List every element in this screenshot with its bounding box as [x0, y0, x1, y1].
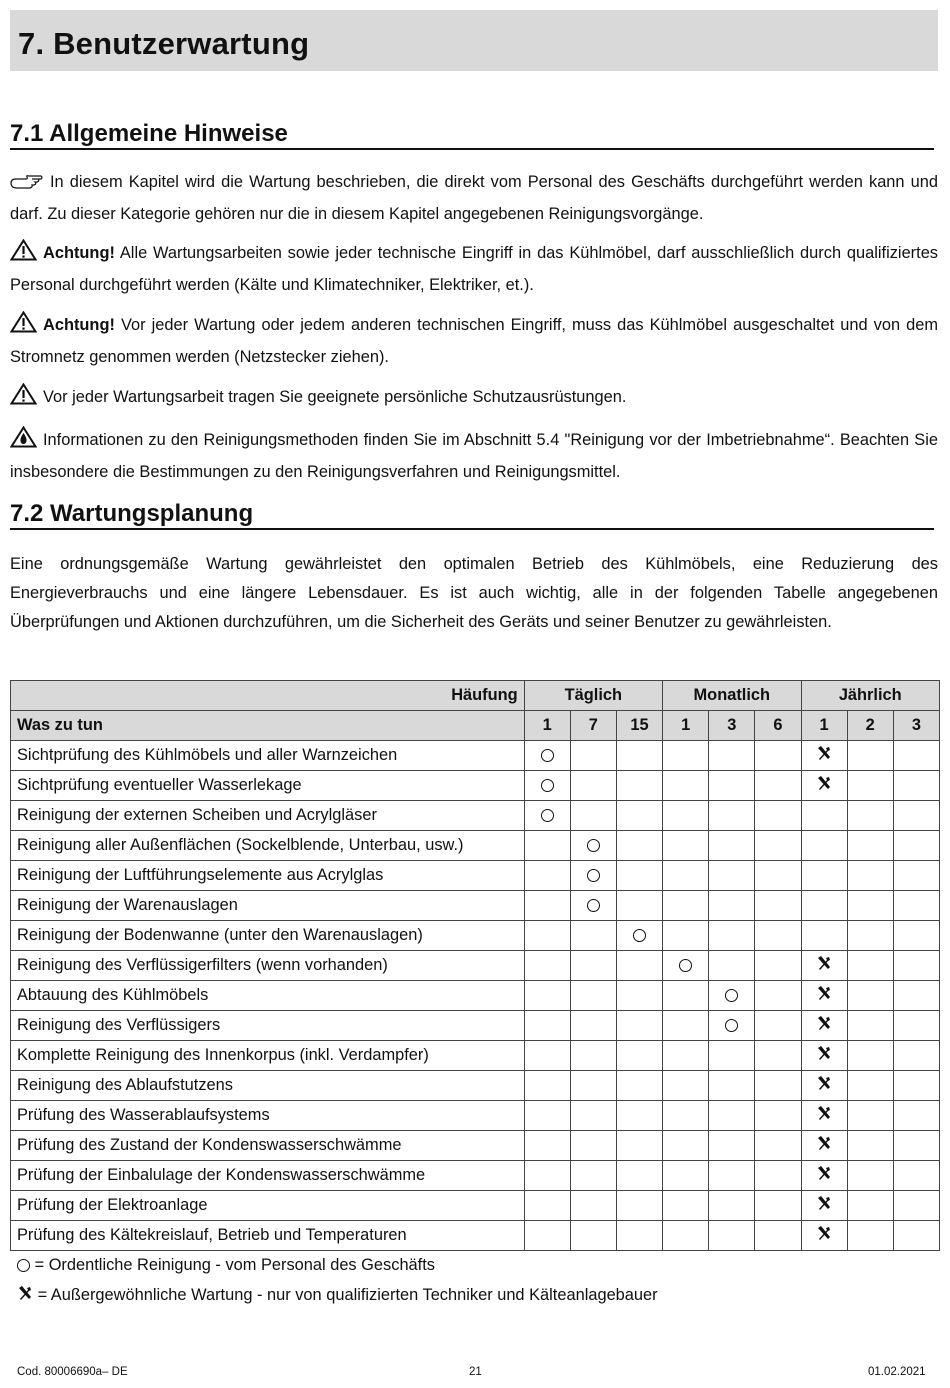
- table-row: [11, 891, 940, 921]
- schedule-cell: [709, 771, 755, 801]
- schedule-cell: [709, 981, 755, 1011]
- schedule-cell: [524, 1011, 570, 1041]
- schedule-cell: [755, 1221, 801, 1251]
- table-row: [11, 1191, 940, 1221]
- schedule-cell: [893, 831, 939, 861]
- interval-header: 3: [709, 711, 755, 741]
- schedule-cell: [893, 1071, 939, 1101]
- tools-icon: [816, 1105, 832, 1126]
- schedule-cell: [570, 831, 616, 861]
- schedule-cell: [709, 1191, 755, 1221]
- schedule-cell: [709, 921, 755, 951]
- schedule-cell: [709, 1131, 755, 1161]
- legend-extraordinary: [17, 1285, 658, 1306]
- schedule-cell: [847, 861, 893, 891]
- maintenance-table: [10, 680, 940, 1251]
- schedule-cell: [893, 921, 939, 951]
- note-paragraph: [10, 168, 938, 229]
- task-cell: Prüfung der Elektroanlage: [11, 1191, 525, 1221]
- note-text: Vor jeder Wartungsarbeit tragen Sie geeignete persönliche Schutzausrüstungen.: [43, 388, 627, 406]
- schedule-cell: [616, 981, 662, 1011]
- task-cell: Reinigung der externen Scheiben und Acrylgläser: [11, 801, 525, 831]
- interval-header: 1: [663, 711, 709, 741]
- warning-triangle-icon: [10, 311, 37, 343]
- note-text: Informationen zu den Reinigungsmethoden finden Sie im Abschnitt 5.4 "Reinigung vor der Imbetriebnahme“. Beachten Sie insbesondere die Bestimmungen zu den Reinigungsverfahren und Reinigungsmittel.: [10, 431, 938, 481]
- task-cell: Prüfung des Wasserablaufsystems: [11, 1101, 525, 1131]
- note-text: Vor jeder Wartung oder jedem anderen technischen Eingriff, muss das Kühlmöbel ausgeschaltet und von dem Stromnetz genommen werden (Netzstecker ziehen).: [10, 316, 938, 366]
- schedule-cell: [524, 1191, 570, 1221]
- schedule-cell: [755, 831, 801, 861]
- chapter-header: [10, 10, 938, 71]
- group-header: Monatlich: [663, 681, 801, 711]
- schedule-cell: [570, 801, 616, 831]
- table-row: [11, 1041, 940, 1071]
- schedule-cell: [893, 1221, 939, 1251]
- schedule-cell: [570, 1161, 616, 1191]
- tools-icon: [816, 985, 832, 1006]
- task-cell: Reinigung der Warenauslagen: [11, 891, 525, 921]
- schedule-cell: [524, 1221, 570, 1251]
- schedule-cell: [755, 741, 801, 771]
- warning-triangle-icon: [10, 383, 37, 415]
- note-text: Alle Wartungsarbeiten sowie jeder technische Eingriff in das Kühlmöbel, darf ausschließlich durch qualifiziertes Personal durchgeführt werden (Kälte und Klimatechniker, Elektriker, et.).: [10, 244, 939, 294]
- schedule-cell: [616, 1011, 662, 1041]
- schedule-cell: [801, 771, 847, 801]
- task-cell: Reinigung des Verflüssigers: [11, 1011, 525, 1041]
- schedule-cell: [893, 1131, 939, 1161]
- schedule-cell: [893, 1041, 939, 1071]
- table-row: [11, 741, 940, 771]
- schedule-cell: [755, 1161, 801, 1191]
- schedule-cell: [755, 1011, 801, 1041]
- schedule-cell: [709, 1071, 755, 1101]
- schedule-cell: [663, 1011, 709, 1041]
- schedule-cell: [570, 921, 616, 951]
- schedule-cell: [755, 861, 801, 891]
- section-heading-general: [10, 120, 934, 150]
- schedule-cell: [801, 1011, 847, 1041]
- task-header: Was zu tun: [11, 711, 525, 741]
- schedule-cell: [709, 1041, 755, 1071]
- schedule-cell: [570, 1041, 616, 1071]
- schedule-cell: [893, 771, 939, 801]
- section-title: 7.1 Allgemeine Hinweise: [10, 120, 288, 147]
- interval-header: 15: [616, 711, 662, 741]
- schedule-cell: [847, 771, 893, 801]
- group-header: Jährlich: [801, 681, 940, 711]
- table-row: [11, 921, 940, 951]
- schedule-cell: [893, 801, 939, 831]
- schedule-cell: [893, 741, 939, 771]
- schedule-cell: [524, 1131, 570, 1161]
- circle-icon: [587, 839, 600, 852]
- schedule-cell: [893, 861, 939, 891]
- schedule-cell: [755, 951, 801, 981]
- schedule-cell: [524, 771, 570, 801]
- note-paragraph: [10, 383, 938, 415]
- task-cell: Sichtprüfung des Kühlmöbels und aller Warnzeichen: [11, 741, 525, 771]
- schedule-cell: [524, 1161, 570, 1191]
- table-row: [11, 951, 940, 981]
- schedule-cell: [616, 1041, 662, 1071]
- schedule-cell: [709, 801, 755, 831]
- schedule-cell: [801, 1041, 847, 1071]
- schedule-cell: [755, 921, 801, 951]
- schedule-cell: [524, 831, 570, 861]
- circle-icon: [541, 749, 554, 762]
- circle-icon: [587, 899, 600, 912]
- task-cell: Prüfung der Einbalulage der Kondenswasserschwämme: [11, 1161, 525, 1191]
- schedule-cell: [524, 1101, 570, 1131]
- group-header: Täglich: [524, 681, 662, 711]
- tools-icon: [816, 745, 832, 766]
- schedule-cell: [616, 741, 662, 771]
- schedule-cell: [847, 1011, 893, 1041]
- table-row: [11, 1131, 940, 1161]
- schedule-cell: [709, 861, 755, 891]
- table-row: [11, 831, 940, 861]
- note-text: In diesem Kapitel wird die Wartung beschrieben, die direkt vom Personal des Geschäfts durchgeführt werden kann und darf. Zu dieser Kategorie gehören nur die in diesem Kapitel angegebenen Reinigungsvorgänge.: [10, 173, 938, 223]
- table-row: [11, 771, 940, 801]
- circle-icon: [587, 869, 600, 882]
- schedule-cell: [616, 831, 662, 861]
- schedule-cell: [801, 1071, 847, 1101]
- task-cell: Sichtprüfung eventueller Wasserlekage: [11, 771, 525, 801]
- schedule-cell: [847, 1191, 893, 1221]
- schedule-cell: [709, 741, 755, 771]
- schedule-cell: [847, 1041, 893, 1071]
- schedule-cell: [524, 801, 570, 831]
- schedule-cell: [570, 741, 616, 771]
- schedule-cell: [709, 831, 755, 861]
- table-row: [11, 1011, 940, 1041]
- schedule-cell: [524, 891, 570, 921]
- schedule-cell: [663, 1101, 709, 1131]
- circle-icon: [541, 809, 554, 822]
- schedule-cell: [847, 1071, 893, 1101]
- footer-date: 01.02.2021: [868, 1366, 926, 1378]
- schedule-cell: [570, 1221, 616, 1251]
- schedule-cell: [801, 1101, 847, 1131]
- schedule-cell: [663, 921, 709, 951]
- schedule-cell: [847, 1131, 893, 1161]
- schedule-cell: [847, 801, 893, 831]
- schedule-cell: [847, 1101, 893, 1131]
- task-cell: Reinigung der Luftführungselemente aus Acrylglas: [11, 861, 525, 891]
- schedule-cell: [616, 1191, 662, 1221]
- schedule-cell: [616, 1161, 662, 1191]
- schedule-cell: [755, 1101, 801, 1131]
- chapter-title: 7. Benutzerwartung: [18, 26, 310, 61]
- schedule-cell: [616, 921, 662, 951]
- note-paragraph: [10, 239, 938, 300]
- frequency-header: Häufung: [11, 681, 525, 711]
- schedule-cell: [570, 891, 616, 921]
- schedule-cell: [709, 1011, 755, 1041]
- schedule-cell: [847, 1221, 893, 1251]
- tools-icon: [816, 1045, 832, 1066]
- schedule-cell: [524, 1041, 570, 1071]
- schedule-cell: [663, 1131, 709, 1161]
- chemical-warning-icon: [10, 426, 37, 458]
- note-paragraph: [10, 311, 938, 372]
- interval-header: 1: [801, 711, 847, 741]
- schedule-cell: [801, 951, 847, 981]
- schedule-cell: [847, 891, 893, 921]
- schedule-cell: [524, 861, 570, 891]
- table-row: [11, 1101, 940, 1131]
- task-cell: Komplette Reinigung des Innenkorpus (inkl. Verdampfer): [11, 1041, 525, 1071]
- schedule-cell: [616, 891, 662, 921]
- attention-label: Achtung!: [43, 244, 115, 262]
- schedule-cell: [570, 1101, 616, 1131]
- schedule-cell: [893, 1161, 939, 1191]
- circle-icon: [679, 959, 692, 972]
- table-row: [11, 1221, 940, 1251]
- schedule-cell: [616, 1101, 662, 1131]
- tools-icon: [816, 1075, 832, 1096]
- task-cell: Prüfung des Zustand der Kondenswasserschwämme: [11, 1131, 525, 1161]
- schedule-cell: [570, 981, 616, 1011]
- schedule-cell: [893, 1011, 939, 1041]
- interval-header: 2: [847, 711, 893, 741]
- schedule-cell: [801, 891, 847, 921]
- circle-icon: [725, 1019, 738, 1032]
- schedule-cell: [663, 1161, 709, 1191]
- tools-icon: [816, 1225, 832, 1246]
- schedule-cell: [616, 1131, 662, 1161]
- schedule-cell: [663, 1221, 709, 1251]
- schedule-cell: [663, 741, 709, 771]
- tools-icon: [17, 1285, 33, 1306]
- table-row: [11, 981, 940, 1011]
- tools-icon: [816, 1165, 832, 1186]
- section-heading-planning: [10, 500, 934, 530]
- schedule-cell: [755, 1191, 801, 1221]
- footer-page-number: 21: [469, 1366, 482, 1378]
- schedule-cell: [893, 981, 939, 1011]
- circle-icon: [633, 929, 646, 942]
- schedule-cell: [663, 981, 709, 1011]
- schedule-cell: [801, 1221, 847, 1251]
- schedule-cell: [709, 1161, 755, 1191]
- schedule-cell: [663, 831, 709, 861]
- schedule-cell: [570, 771, 616, 801]
- schedule-cell: [570, 1191, 616, 1221]
- schedule-cell: [663, 1041, 709, 1071]
- schedule-cell: [663, 861, 709, 891]
- schedule-cell: [755, 801, 801, 831]
- pointing-hand-icon: [10, 171, 44, 200]
- task-cell: Abtauung des Kühlmöbels: [11, 981, 525, 1011]
- schedule-cell: [570, 861, 616, 891]
- schedule-cell: [801, 1161, 847, 1191]
- schedule-cell: [570, 1131, 616, 1161]
- note-paragraph: [10, 426, 938, 487]
- tools-icon: [816, 1135, 832, 1156]
- schedule-cell: [893, 1191, 939, 1221]
- circle-icon: [725, 989, 738, 1002]
- table-row: [11, 1071, 940, 1101]
- schedule-cell: [570, 951, 616, 981]
- attention-label: Achtung!: [43, 316, 115, 334]
- schedule-cell: [524, 741, 570, 771]
- schedule-cell: [755, 1041, 801, 1071]
- table-row: [11, 861, 940, 891]
- schedule-cell: [847, 741, 893, 771]
- schedule-cell: [709, 1221, 755, 1251]
- task-cell: Reinigung der Bodenwanne (unter den Warenauslagen): [11, 921, 525, 951]
- schedule-cell: [709, 891, 755, 921]
- schedule-cell: [801, 921, 847, 951]
- schedule-cell: [524, 951, 570, 981]
- planning-paragraph: Eine ordnungsgemäße Wartung gewährleistet den optimalen Betrieb des Kühlmöbels, eine Reduzierung des Energieverbrauchs und eine längere Lebensdauer. Es ist auch wichtig, alle in der folgenden Tabelle angegebenen Überprüfungen und Aktionen durchzuführen, um die Sicherheit des Geräts und seiner Benutzer zu gewährleisten.: [10, 555, 938, 631]
- schedule-cell: [524, 1071, 570, 1101]
- interval-header: 7: [570, 711, 616, 741]
- schedule-cell: [616, 801, 662, 831]
- schedule-cell: [663, 1071, 709, 1101]
- schedule-cell: [893, 1101, 939, 1131]
- section-title: 7.2 Wartungsplanung: [10, 500, 254, 527]
- tools-icon: [816, 955, 832, 976]
- schedule-cell: [801, 861, 847, 891]
- schedule-cell: [847, 921, 893, 951]
- schedule-cell: [801, 801, 847, 831]
- legend-ordinary: [17, 1255, 435, 1275]
- circle-icon: [541, 779, 554, 792]
- warning-triangle-icon: [10, 239, 37, 271]
- schedule-cell: [663, 1191, 709, 1221]
- circle-icon: [17, 1259, 30, 1272]
- task-cell: Reinigung aller Außenflächen (Sockelblende, Unterbau, usw.): [11, 831, 525, 861]
- schedule-cell: [893, 891, 939, 921]
- task-cell: Reinigung des Ablaufstutzens: [11, 1071, 525, 1101]
- schedule-cell: [801, 1191, 847, 1221]
- schedule-cell: [755, 771, 801, 801]
- schedule-cell: [663, 771, 709, 801]
- footer-code: Cod. 80006690a– DE: [17, 1366, 128, 1378]
- schedule-cell: [524, 981, 570, 1011]
- schedule-cell: [755, 1131, 801, 1161]
- tools-icon: [816, 1195, 832, 1216]
- schedule-cell: [801, 981, 847, 1011]
- schedule-cell: [755, 981, 801, 1011]
- table-row: [11, 801, 940, 831]
- schedule-cell: [709, 1101, 755, 1131]
- schedule-cell: [847, 981, 893, 1011]
- schedule-cell: [524, 921, 570, 951]
- schedule-cell: [616, 861, 662, 891]
- schedule-cell: [570, 1071, 616, 1101]
- task-cell: Prüfung des Kältekreislauf, Betrieb und Temperaturen: [11, 1221, 525, 1251]
- schedule-cell: [709, 951, 755, 981]
- legend-text: = Außergewöhnliche Wartung - nur von qualifizierten Techniker und Kälteanlagebauer: [37, 1286, 658, 1304]
- schedule-cell: [847, 1161, 893, 1191]
- schedule-cell: [570, 1011, 616, 1041]
- tools-icon: [816, 775, 832, 796]
- schedule-cell: [663, 891, 709, 921]
- schedule-cell: [663, 801, 709, 831]
- schedule-cell: [616, 951, 662, 981]
- tools-icon: [816, 1015, 832, 1036]
- schedule-cell: [663, 951, 709, 981]
- interval-header: 6: [755, 711, 801, 741]
- schedule-cell: [847, 831, 893, 861]
- interval-header: 1: [524, 711, 570, 741]
- schedule-cell: [755, 1071, 801, 1101]
- schedule-cell: [801, 831, 847, 861]
- interval-header: 3: [893, 711, 939, 741]
- schedule-cell: [893, 951, 939, 981]
- legend-text: = Ordentliche Reinigung - vom Personal des Geschäfts: [34, 1256, 435, 1274]
- schedule-cell: [755, 891, 801, 921]
- schedule-cell: [847, 951, 893, 981]
- schedule-cell: [616, 1221, 662, 1251]
- schedule-cell: [801, 741, 847, 771]
- schedule-cell: [616, 771, 662, 801]
- table-row: [11, 1161, 940, 1191]
- task-cell: Reinigung des Verflüssigerfilters (wenn vorhanden): [11, 951, 525, 981]
- schedule-cell: [801, 1131, 847, 1161]
- schedule-cell: [616, 1071, 662, 1101]
